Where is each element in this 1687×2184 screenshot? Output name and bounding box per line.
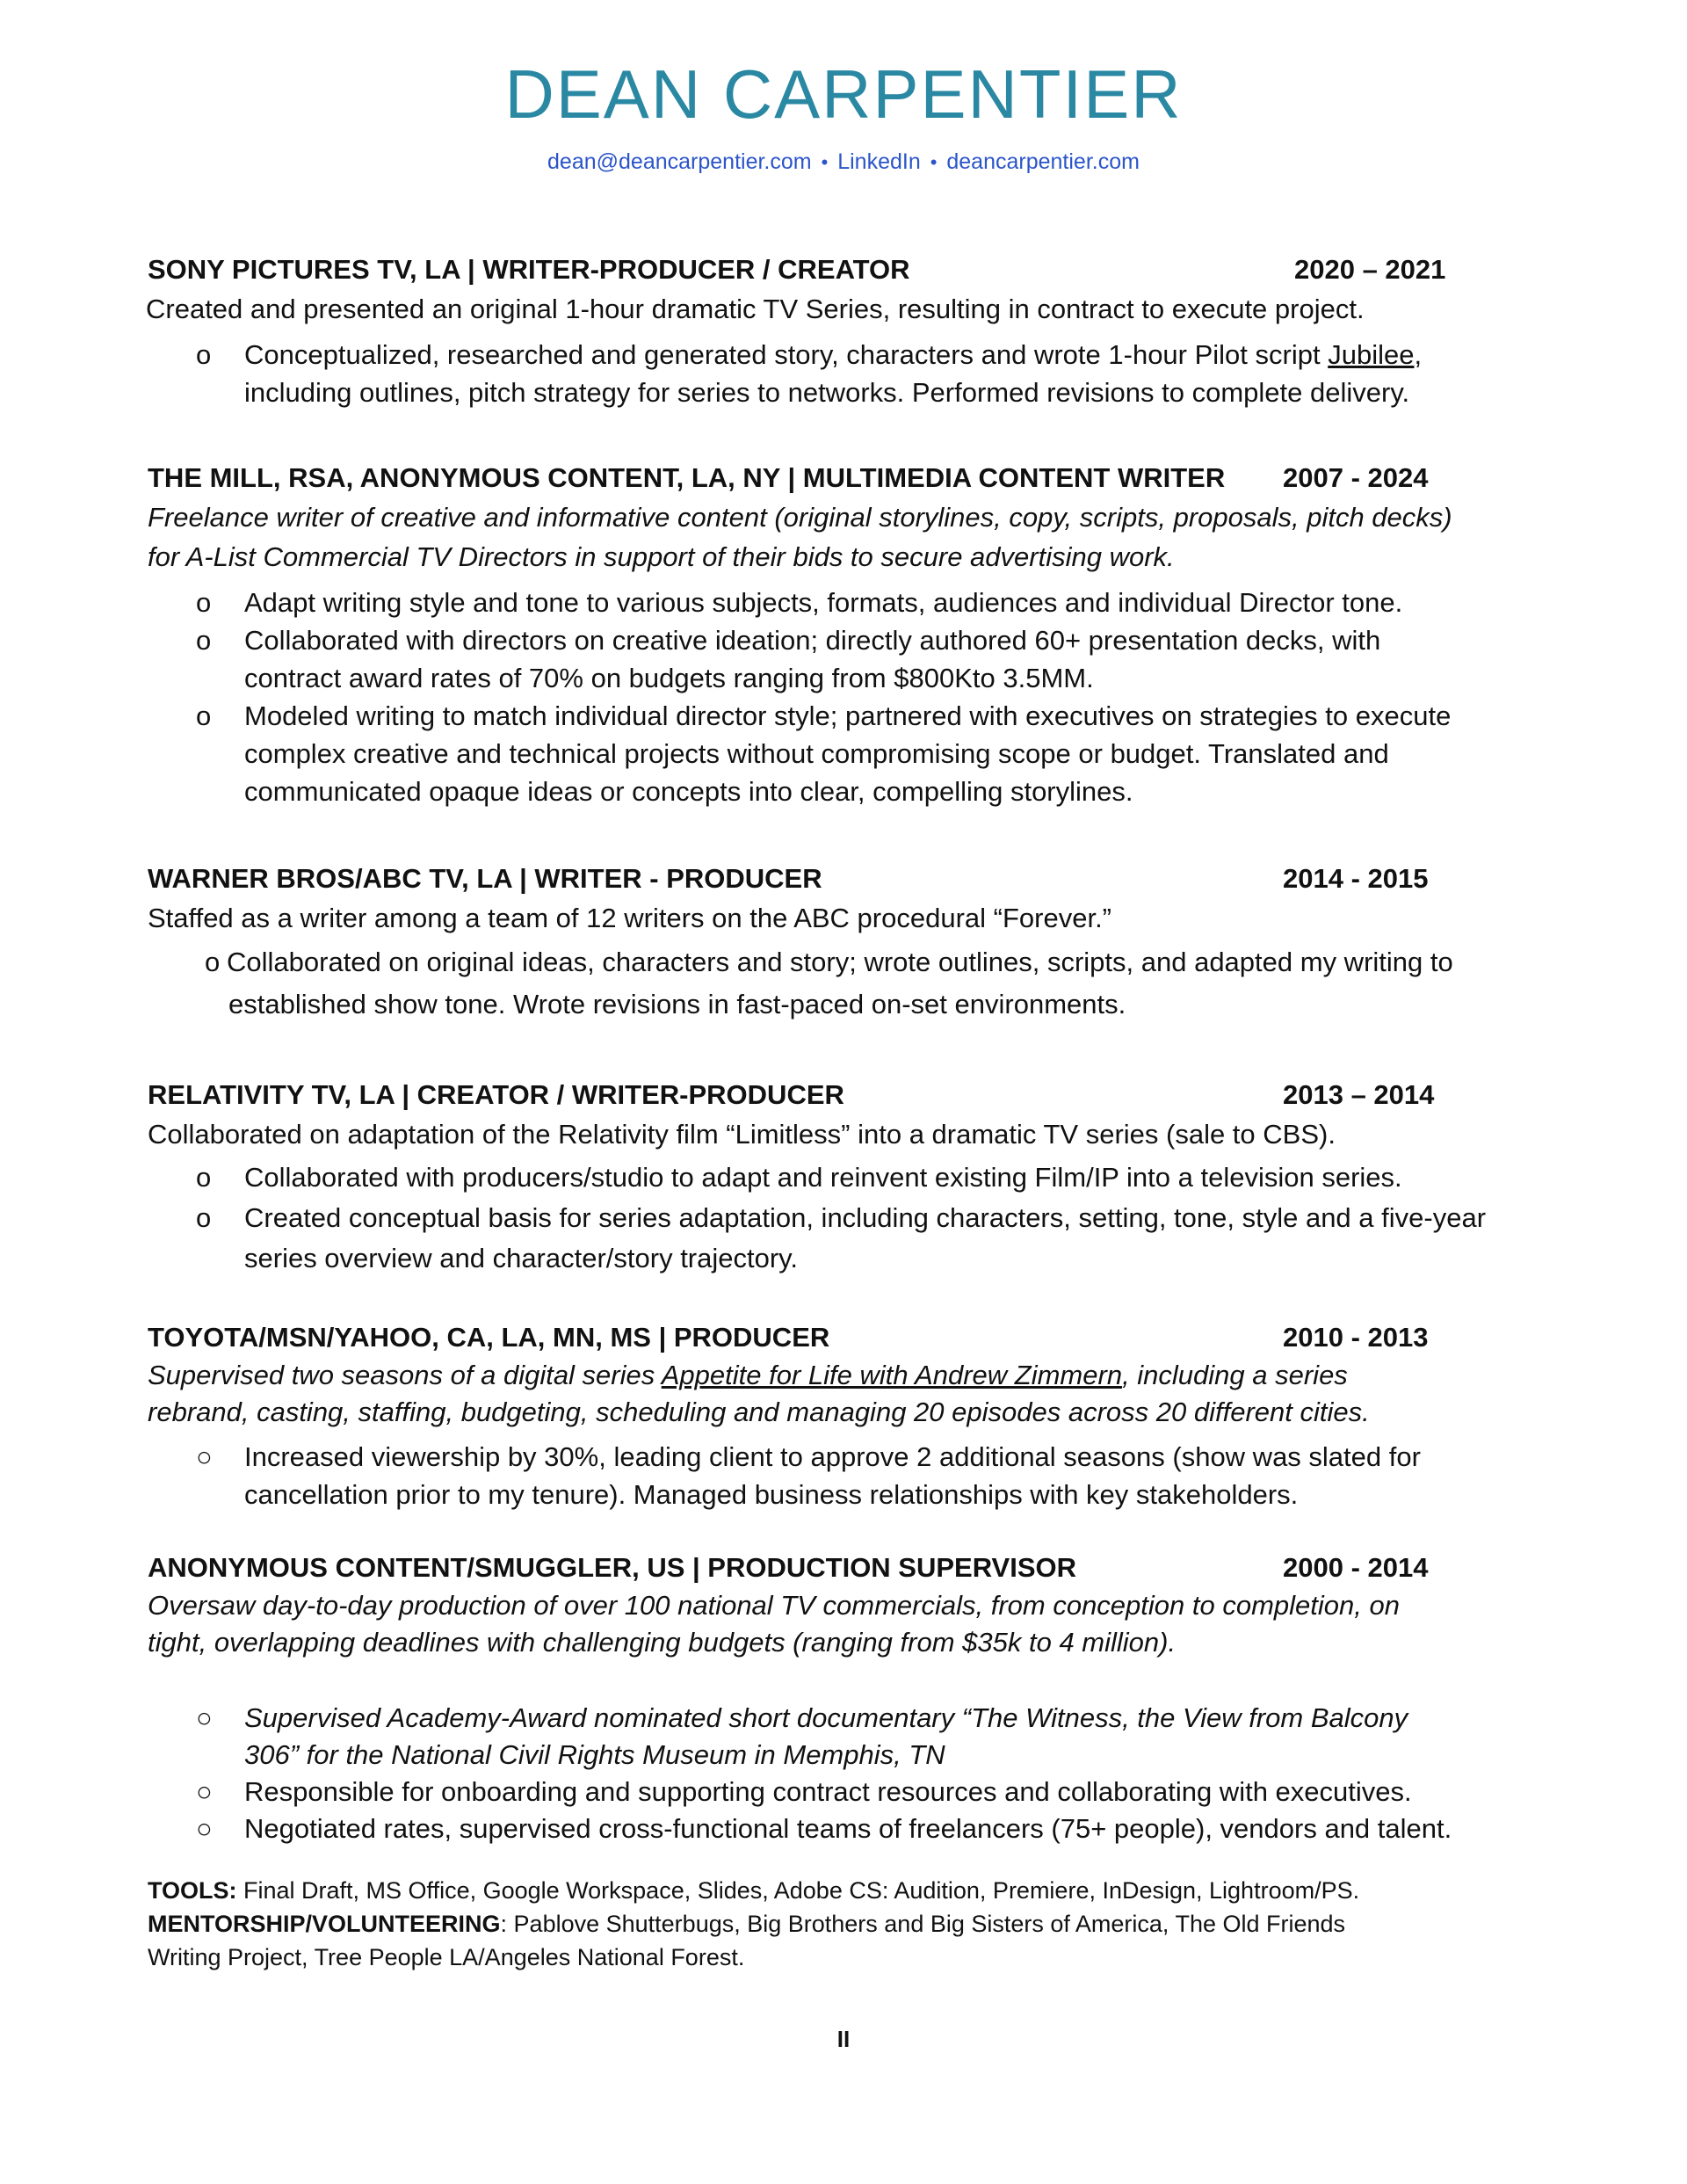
job-summary: Freelance writer of creative and informative content (original storylines, copy, scripts, proposals, pitch decks) <box>148 502 1452 533</box>
bullet-item <box>148 621 1536 697</box>
job-section-the-mill <box>148 459 1536 810</box>
job-section-toyota <box>148 1318 1536 1513</box>
job-header <box>148 459 1536 497</box>
job-title: WARNER BROS/ABC TV, LA | WRITER - PRODUCER <box>148 863 822 894</box>
mentorship-line <box>148 1907 1536 1941</box>
bullet-marker: ○ <box>196 1702 213 1733</box>
bullet-text: Supervised Academy-Award nominated short documentary “The Witness, the View from Balcony <box>244 1702 1408 1733</box>
bullet-item <box>148 1157 1536 1198</box>
summary-text: , including a series <box>1122 1360 1348 1390</box>
bullet-item <box>148 584 1536 621</box>
mentorship-label: MENTORSHIP/VOLUNTEERING <box>148 1911 501 1937</box>
bullet-text: series overview and character/story trajectory. <box>244 1243 798 1273</box>
job-title: RELATIVITY TV, LA | CREATOR / WRITER-PRODUCER <box>148 1079 844 1110</box>
job-summary <box>148 1357 1536 1394</box>
job-title: TOYOTA/MSN/YAHOO, CA, LA, MN, MS | PRODUCER <box>148 1322 830 1353</box>
page-number: II <box>836 2026 851 2052</box>
bullet-text: , <box>1414 339 1423 370</box>
job-summary: for A-List Commercial TV Directors in support of their bids to secure advertising work. <box>148 541 1175 572</box>
bullet-text: Responsible for onboarding and supporting contract resources and collaborating with executives. <box>244 1776 1412 1807</box>
bullet-item <box>148 1438 1536 1513</box>
job-summary: Staffed as a writer among a team of 12 writers on the ABC procedural “Forever.” <box>148 903 1112 933</box>
linkedin-link[interactable]: LinkedIn <box>837 149 921 174</box>
job-summary: rebrand, casting, staffing, budgeting, scheduling and managing 20 episodes across 20 different cities. <box>148 1397 1370 1427</box>
separator-dot: • <box>821 151 829 173</box>
job-summary: Oversaw day-to-day production of over 100 national TV commercials, from conception to completion, on <box>148 1590 1400 1621</box>
skills-section <box>148 1874 1536 1974</box>
candidate-name: DEAN CARPENTIER <box>504 55 1183 133</box>
job-dates: 2020 – 2021 <box>1294 254 1446 285</box>
job-dates: 2013 – 2014 <box>1283 1079 1435 1110</box>
bullet-marker: o <box>196 587 212 618</box>
job-header <box>148 860 1536 898</box>
job-dates: 2010 - 2013 <box>1283 1322 1429 1353</box>
bullet-item <box>148 1774 1536 1810</box>
job-title: THE MILL, RSA, ANONYMOUS CONTENT, LA, NY | MULTIMEDIA CONTENT WRITER <box>148 462 1226 493</box>
bullet-item <box>148 1810 1536 1847</box>
bullet-item <box>148 941 1536 1026</box>
job-header <box>148 1318 1536 1357</box>
bullet-text: Collaborated with directors on creative ideation; directly authored 60+ presentation decks, with <box>244 625 1381 656</box>
tools-text: Final Draft, MS Office, Google Workspace, Slides, Adobe CS: Audition, Premiere, InDesign, Lightroom/PS. <box>236 1877 1360 1904</box>
job-summary: Created and presented an original 1-hour dramatic TV Series, resulting in contract to execute project. <box>146 294 1365 324</box>
separator-dot: • <box>930 151 938 173</box>
job-dates: 2000 - 2014 <box>1283 1552 1429 1583</box>
email-link[interactable]: dean@deancarpentier.com <box>547 149 812 174</box>
bullet-text: Negotiated rates, supervised cross-functional teams of freelancers (75+ people), vendors and talent. <box>244 1813 1452 1844</box>
bullet-text: complex creative and technical projects without compromising scope or budget. Translated and <box>244 738 1389 769</box>
tools-label: TOOLS: <box>148 1877 237 1904</box>
bullet-marker: ○ <box>196 1441 213 1472</box>
job-dates: 2007 - 2024 <box>1283 462 1429 493</box>
bullet-text: Increased viewership by 30%, leading client to approve 2 additional seasons (show was slated for <box>244 1441 1421 1472</box>
bullet-marker: o <box>196 700 212 731</box>
bullet-marker: ○ <box>196 1813 213 1844</box>
job-section-relativity <box>148 1076 1536 1279</box>
job-header <box>148 1549 1536 1587</box>
tools-line <box>148 1874 1536 1907</box>
job-header <box>148 250 1536 289</box>
bullet-marker: o <box>196 1162 212 1193</box>
bullet-marker: o <box>196 339 212 370</box>
bullet-item <box>148 1198 1536 1279</box>
job-section-warner-bros <box>148 860 1536 1026</box>
job-dates: 2014 - 2015 <box>1283 863 1429 894</box>
series-link[interactable]: Appetite for Life with Andrew Zimmern <box>661 1360 1123 1390</box>
bullet-text: Collaborated with producers/studio to adapt and reinvent existing Film/IP into a television series. <box>244 1162 1402 1193</box>
bullet-text: contract award rates of 70% on budgets ranging from $800Kto 3.5MM. <box>244 663 1094 693</box>
bullet-text: including outlines, pitch strategy for series to networks. Performed revisions to complete delivery. <box>244 377 1410 408</box>
summary-text: Supervised two seasons of a digital series <box>148 1360 662 1390</box>
bullet-text: established show tone. Wrote revisions in fast-paced on-set environments. <box>228 989 1126 1019</box>
job-section-anonymous-content <box>148 1549 1536 1847</box>
bullet-marker: o <box>196 625 212 656</box>
bullet-marker: ○ <box>196 1776 213 1807</box>
bullet-text: 306” for the National Civil Rights Museum in Memphis, TN <box>244 1739 945 1770</box>
bullet-item <box>148 336 1536 411</box>
bullet-text: Collaborated on original ideas, characters and story; wrote outlines, scripts, and adapted my writing to <box>227 947 1453 977</box>
contact-line <box>0 149 1687 175</box>
job-summary: Collaborated on adaptation of the Relativity film “Limitless” into a dramatic TV series (sale to CBS). <box>148 1119 1336 1150</box>
job-section-sony <box>148 250 1536 411</box>
mentorship-line: Writing Project, Tree People LA/Angeles National Forest. <box>148 1944 745 1970</box>
job-title: SONY PICTURES TV, LA | WRITER-PRODUCER / CREATOR <box>148 254 910 285</box>
bullet-marker: o <box>196 1202 212 1233</box>
bullet-text: Adapt writing style and tone to various subjects, formats, audiences and individual Director tone. <box>244 587 1403 618</box>
bullet-marker: o <box>205 947 221 977</box>
job-header <box>148 1076 1536 1114</box>
bullet-text: Conceptualized, researched and generated story, characters and wrote 1-hour Pilot script <box>244 339 1329 370</box>
bullet-item <box>148 1700 1536 1774</box>
bullet-text: communicated opaque ideas or concepts into clear, compelling storylines. <box>244 776 1133 807</box>
website-link[interactable]: deancarpentier.com <box>946 149 1140 174</box>
bullet-item <box>148 697 1536 810</box>
bullet-text: cancellation prior to my tenure). Managed business relationships with key stakeholders. <box>244 1479 1299 1510</box>
bullet-text: Created conceptual basis for series adaptation, including characters, setting, tone, style and a five-year <box>244 1202 1487 1233</box>
job-summary: tight, overlapping deadlines with challenging budgets (ranging from $35k to 4 million). <box>148 1627 1177 1658</box>
mentorship-text: : Pablove Shutterbugs, Big Brothers and Big Sisters of America, The Old Friends <box>500 1911 1346 1937</box>
jubilee-link[interactable]: Jubilee <box>1328 339 1415 370</box>
job-title: ANONYMOUS CONTENT/SMUGGLER, US | PRODUCTION SUPERVISOR <box>148 1552 1077 1583</box>
bullet-text: Modeled writing to match individual director style; partnered with executives on strategies to execute <box>244 700 1452 731</box>
